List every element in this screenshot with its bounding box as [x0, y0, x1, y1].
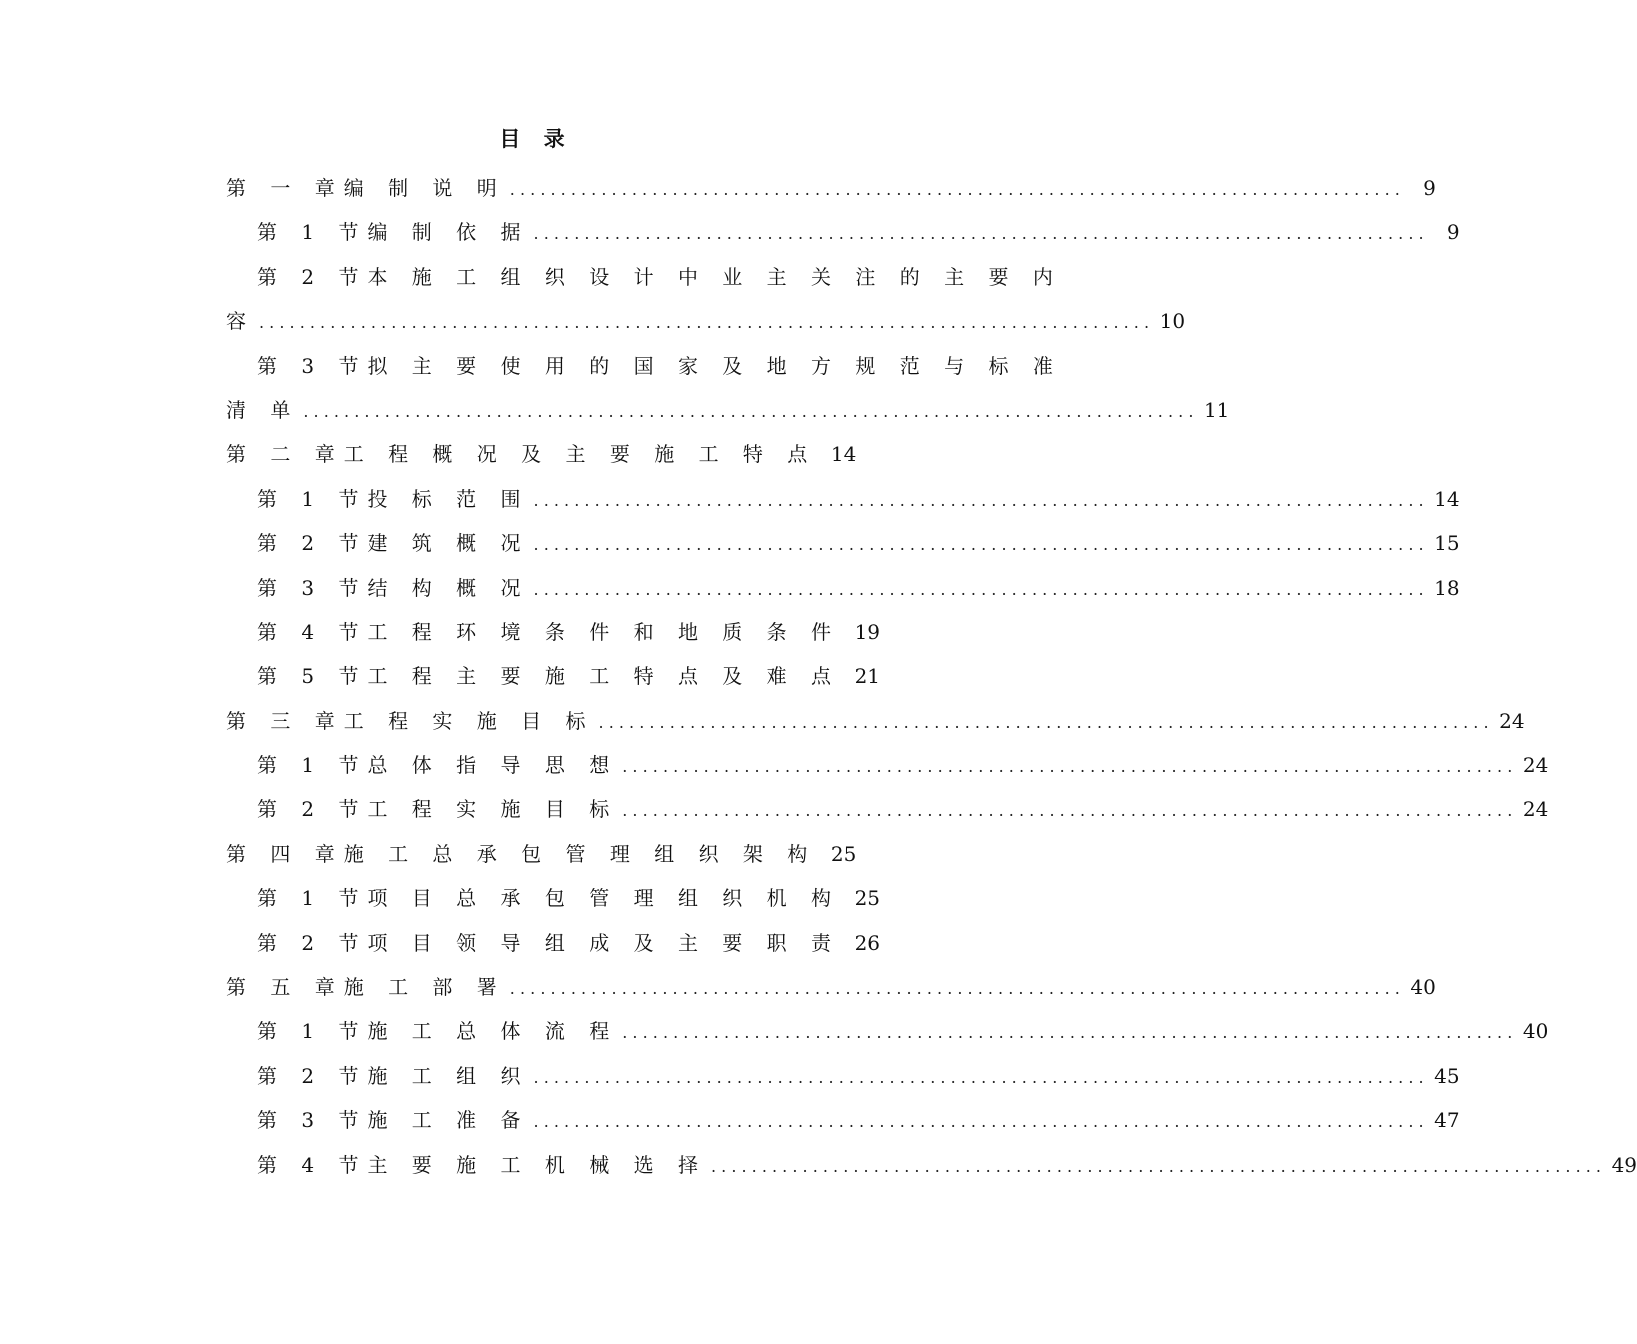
toc-chapter-entry[interactable] — [226, 432, 857, 476]
toc-entry-text: 工 程 概 况 及 主 要 施 工 特 点 — [343, 442, 817, 467]
toc-chapter-entry[interactable] — [226, 699, 1525, 743]
toc-entry-text: 结 构 概 况 — [367, 575, 530, 600]
dot-leader — [622, 745, 1512, 789]
toc-entry[interactable] — [226, 1098, 1460, 1142]
toc-entry-number: 第 1 节 — [257, 886, 368, 911]
toc-entry-number: 第 一 章 — [226, 176, 344, 200]
toc-entry-number: 第 3 节 — [257, 1108, 368, 1133]
toc-entry-number: 第 1 节 — [257, 753, 368, 778]
dot-leader — [534, 479, 1424, 523]
toc-entry-text: 施 工 准 备 — [367, 1108, 530, 1133]
toc-entry-label — [257, 876, 840, 920]
toc-entry-label — [257, 521, 530, 565]
toc-entry-number: 第 2 节 — [257, 264, 368, 289]
toc-entry-text-continuation: 容 — [226, 309, 255, 334]
dot-leader — [510, 168, 1400, 212]
toc-entry-text: 投 标 范 围 — [367, 486, 530, 511]
toc-entry-number: 第 三 章 — [226, 708, 344, 733]
toc-entry[interactable] — [226, 344, 1062, 388]
toc-entry-number: 第 4 节 — [257, 619, 368, 644]
toc-entry-label — [257, 1098, 530, 1142]
toc-entry-text: 施 工 总 体 流 程 — [367, 1019, 619, 1044]
toc-entry-number: 第 1 节 — [257, 220, 368, 245]
toc-page-number: 19 — [854, 619, 881, 644]
toc-entry[interactable] — [226, 1143, 1637, 1187]
toc-entry[interactable] — [226, 1054, 1460, 1098]
toc-entry-label — [257, 610, 840, 654]
toc-entry-text: 总 体 指 导 思 想 — [367, 753, 619, 778]
toc-entry[interactable] — [226, 566, 1460, 610]
toc-entry[interactable] — [226, 521, 1460, 565]
toc-chapter-entry[interactable] — [226, 965, 1436, 1009]
toc-entry[interactable] — [226, 876, 881, 920]
toc-page-number: 15 — [1434, 531, 1460, 556]
dot-leader — [622, 1011, 1512, 1055]
toc-entry-text: 施 工 总 承 包 管 理 组 织 架 构 — [343, 841, 817, 866]
toc-entry-text: 拟 主 要 使 用 的 国 家 及 地 方 规 范 与 标 准 — [367, 353, 1062, 378]
toc-entry-number: 第 2 节 — [257, 531, 368, 556]
toc-entry-number: 第 3 节 — [257, 575, 368, 600]
toc-entry-label — [226, 699, 595, 743]
toc-entry-text: 施 工 组 织 — [367, 1063, 530, 1088]
toc-page-number: 11 — [1203, 397, 1230, 422]
dot-leader — [534, 1056, 1424, 1100]
toc-entry-number: 第 二 章 — [226, 442, 344, 467]
dot-leader — [534, 212, 1424, 256]
dot-leader — [711, 1145, 1601, 1189]
toc-entry-label — [257, 921, 840, 965]
toc-page-number: 18 — [1434, 575, 1460, 600]
toc-page-number: 21 — [854, 664, 881, 689]
toc-entry-text: 工 程 实 施 目 标 — [343, 708, 595, 733]
toc-entry-label — [257, 255, 1062, 299]
toc-entry-text: 工 程 实 施 目 标 — [367, 797, 619, 822]
toc-entry[interactable] — [226, 255, 1062, 299]
dot-leader — [534, 523, 1424, 567]
toc-entry-label — [257, 787, 618, 831]
dot-leader — [303, 390, 1193, 434]
toc-entry-text: 编 制 说 明 — [343, 176, 506, 200]
dot-leader — [599, 701, 1489, 745]
toc-entry[interactable] — [226, 787, 1549, 831]
toc-entry-text: 施 工 部 署 — [343, 975, 506, 1000]
table-of-contents — [226, 166, 1637, 1187]
dot-leader — [622, 789, 1512, 833]
dot-leader — [534, 1100, 1424, 1144]
dot-leader — [259, 301, 1149, 345]
toc-entry-label — [226, 166, 506, 210]
toc-entry-continuation[interactable] — [226, 299, 1186, 343]
toc-page-number: 14 — [1434, 486, 1460, 511]
toc-page-number: 24 — [1522, 753, 1549, 778]
dot-leader — [534, 568, 1424, 612]
toc-page-number: 40 — [1410, 975, 1436, 1000]
toc-entry-number: 第 4 节 — [257, 1152, 368, 1177]
toc-title: 目 录 — [499, 126, 573, 151]
toc-entry-number: 第 5 节 — [257, 664, 368, 689]
toc-entry-text: 项 目 领 导 组 成 及 主 要 职 责 — [367, 930, 841, 955]
toc-entry-label — [257, 654, 840, 698]
toc-entry-number: 第 五 章 — [226, 975, 344, 1000]
toc-entry-text: 工 程 环 境 条 件 和 地 质 条 件 — [367, 619, 841, 644]
toc-page-number: 45 — [1434, 1063, 1460, 1088]
toc-page-number: 47 — [1434, 1108, 1460, 1133]
toc-entry-text: 主 要 施 工 机 械 选 择 — [367, 1152, 707, 1177]
toc-entry-label — [226, 432, 816, 476]
dot-leader — [510, 967, 1400, 1011]
toc-entry[interactable] — [226, 210, 1460, 254]
toc-entry-text-continuation: 清 单 — [226, 397, 300, 422]
toc-entry-label — [226, 832, 816, 876]
toc-entry-text: 项 目 总 承 包 管 理 组 织 机 构 — [367, 886, 841, 911]
toc-entry-label — [257, 1009, 618, 1053]
toc-entry-number: 第 四 章 — [226, 841, 344, 866]
toc-page-number: 24 — [1499, 708, 1525, 733]
toc-page-number: 40 — [1522, 1019, 1549, 1044]
toc-entry[interactable] — [226, 921, 881, 965]
toc-entry-label — [226, 965, 506, 1009]
toc-entry[interactable] — [226, 1009, 1549, 1053]
toc-entry-text: 工 程 主 要 施 工 特 点 及 难 点 — [367, 664, 841, 689]
toc-entry[interactable] — [226, 610, 881, 654]
toc-entry-number: 第 1 节 — [257, 1019, 368, 1044]
toc-entry[interactable] — [226, 654, 881, 698]
toc-entry[interactable] — [226, 743, 1549, 787]
toc-entry[interactable] — [226, 477, 1460, 521]
toc-entry-text: 建 筑 概 况 — [367, 531, 530, 556]
toc-entry-label — [257, 477, 530, 521]
toc-entry-label — [257, 1054, 530, 1098]
toc-entry-number: 第 2 节 — [257, 797, 368, 822]
toc-entry-number: 第 2 节 — [257, 930, 368, 955]
toc-page-number: 9 — [1423, 176, 1436, 200]
toc-page-number: 9 — [1446, 220, 1460, 245]
toc-page-number: 14 — [830, 442, 857, 467]
toc-entry-number: 第 2 节 — [257, 1063, 368, 1088]
toc-entry-label — [257, 210, 530, 254]
toc-entry-text: 本 施 工 组 织 设 计 中 业 主 关 注 的 主 要 内 — [367, 264, 1062, 289]
toc-page-number: 24 — [1522, 797, 1549, 822]
toc-entry-label — [257, 743, 618, 787]
toc-entry-number: 第 3 节 — [257, 353, 368, 378]
toc-page-number: 25 — [854, 886, 881, 911]
toc-chapter-entry[interactable] — [226, 166, 1436, 210]
toc-page-number: 10 — [1159, 309, 1186, 334]
toc-page-number: 26 — [854, 930, 881, 955]
toc-entry-label — [257, 1143, 707, 1187]
toc-chapter-entry[interactable] — [226, 832, 857, 876]
toc-entry-label — [257, 566, 530, 610]
toc-entry-number: 第 1 节 — [257, 486, 368, 511]
toc-entry-continuation[interactable] — [226, 388, 1230, 432]
toc-entry-text: 编 制 依 据 — [367, 220, 530, 245]
toc-page-number: 49 — [1611, 1152, 1637, 1177]
toc-entry-label — [257, 344, 1062, 388]
toc-page-number: 25 — [830, 841, 857, 866]
